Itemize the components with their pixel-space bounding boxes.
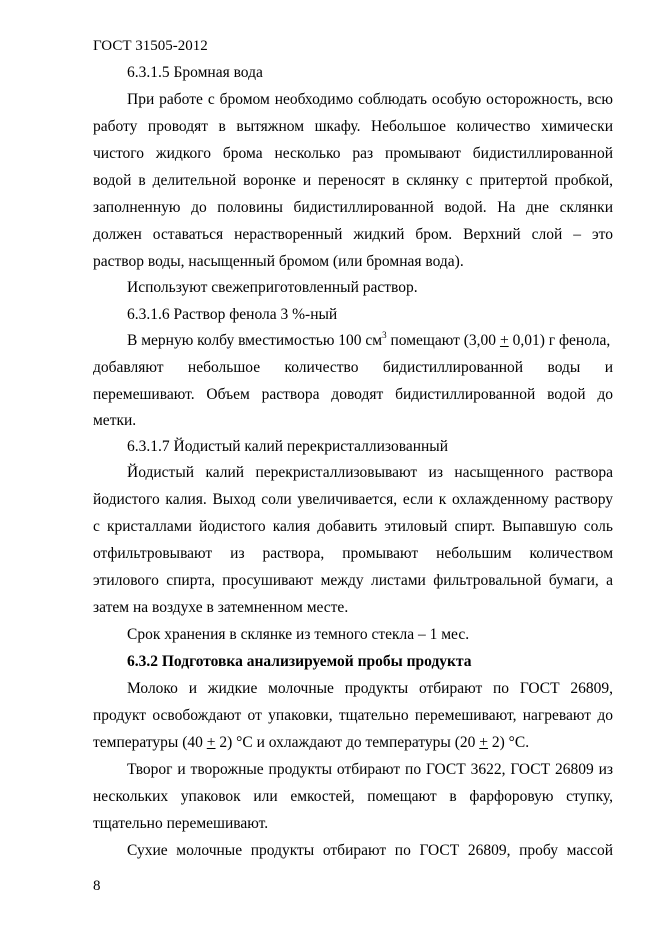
text-line: этилового спирта, просушивают между листами фильтровальной бумаги, а	[93, 572, 613, 589]
text-line: перемешивают. Объем раствора доводят бидистиллированной водой до	[93, 386, 613, 403]
text-line-temperature	[93, 733, 613, 753]
line-part: помещают (3,00	[386, 332, 500, 349]
text-line: Йодистый калий перекристаллизовывают из насыщенного раствора	[127, 464, 613, 481]
text-line: водой в делительной воронке и переносят в склянку с притертой пробкой,	[93, 172, 613, 189]
text-line: тщательно перемешивают.	[93, 815, 269, 832]
text-line: Творог и творожные продукты отбирают по ГОСТ 3622, ГОСТ 26809 из	[127, 761, 613, 778]
text-line: работу проводят в вытяжном шкафу. Небольшое количество химически	[93, 118, 613, 135]
plus-minus-sign: +	[479, 734, 489, 751]
text-line: добавляют небольшое количество бидистиллированной воды и	[93, 359, 613, 376]
section-heading-6-3-1-6: 6.3.1.6 Раствор фенола 3 %-ный	[127, 306, 338, 323]
line-part: 2) °С и охлаждают до температуры (20	[215, 734, 480, 751]
text-line: затем на воздухе в затемненном месте.	[93, 599, 349, 616]
section-heading-6-3-1-7: 6.3.1.7 Йодистый калий перекристаллизованный	[127, 438, 449, 455]
text-line: Молоко и жидкие молочные продукты отбирают по ГОСТ 26809,	[127, 680, 613, 697]
text-line: нескольких упаковок или емкостей, помещают в фарфоровую ступку,	[93, 788, 613, 805]
plus-minus-sign: +	[206, 734, 216, 751]
text-line: метки.	[93, 412, 137, 429]
page-number: 8	[93, 878, 101, 894]
superscript-3: 3	[382, 329, 387, 340]
text-line-volume	[127, 331, 613, 351]
text-line: Срок хранения в склянке из темного стекла – 1 мес.	[127, 626, 470, 643]
text-line: раствор воды, насыщенный бромом (или бромная вода).	[93, 253, 464, 270]
line-part: В мерную колбу вместимостью 100 см	[127, 332, 383, 349]
text-line: При работе с бромом необходимо соблюдать особую осторожность, всю	[127, 91, 613, 108]
text-line: чистого жидкого брома несколько раз промывают бидистиллированной	[93, 145, 613, 162]
section-heading-6-3-2: 6.3.2 Подготовка анализируемой пробы продукта	[127, 653, 472, 670]
plus-minus-sign: +	[499, 332, 509, 349]
text-line: Сухие молочные продукты отбирают по ГОСТ 26809, пробу массой	[127, 842, 613, 859]
section-heading-6-3-1-5: 6.3.1.5 Бромная вода	[127, 64, 263, 81]
text-line: отфильтровывают из раствора, промывают небольшим количеством	[93, 545, 613, 562]
line-part: температуры (40	[93, 734, 207, 751]
line-part: 0,01) г фенола,	[508, 332, 611, 349]
text-line: с кристаллами йодистого калия добавить этиловый спирт. Выпавшую соль	[93, 518, 613, 535]
text-line: продукт освобождают от упаковки, тщательно перемешивают, нагревают до	[93, 707, 613, 724]
text-line: йодистого калия. Выход соли увеличивается, если к охлажденному раствору	[93, 491, 613, 508]
text-line: заполненную до половины бидистиллированной водой. На дне склянки	[93, 199, 613, 216]
text-line: должен оставаться нерастворенный жидкий бром. Верхний слой – это	[93, 226, 613, 243]
document-header: ГОСТ 31505-2012	[93, 38, 208, 54]
text-line: Используют свежеприготовленный раствор.	[127, 279, 418, 296]
line-part: 2) °С.	[488, 734, 530, 751]
